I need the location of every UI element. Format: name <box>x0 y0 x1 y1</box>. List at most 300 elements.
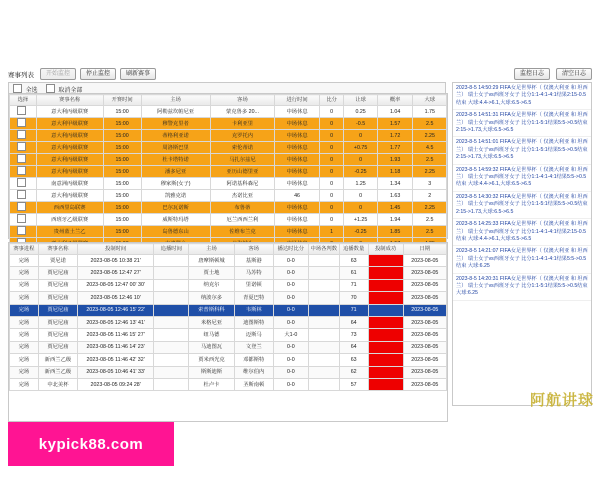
table-cell: 青夏巴特 <box>234 292 273 304</box>
row-checkbox[interactable] <box>17 178 26 187</box>
table-cell: 纳波尔多 <box>189 292 234 304</box>
table-cell: 邓都斯特 <box>234 354 273 366</box>
table-cell: 新西兰乙级 <box>38 354 77 366</box>
table-cell: 亚历山德里亚 <box>210 166 275 178</box>
table-cell: 0-0 <box>273 255 308 267</box>
table-cell <box>154 267 189 279</box>
table-cell: 中场休息 <box>275 214 320 226</box>
table-cell: 4.5 <box>413 142 447 154</box>
list-item[interactable]: 2023-8-5 14:25:33 FIFA女足世界杯（ 仅澳大利亚 和 坦西兰） 瑞士女子vs西班牙女子 比分1:1-4:1-4:1结果2:15-0.5结束 大球:4.4->6.1,大球:6.5->6.5 <box>453 219 591 246</box>
table-cell: 2023-08-05 09:24 28' <box>78 378 154 390</box>
table-row[interactable] <box>10 214 447 226</box>
table-cell: 意大利丙级联赛 <box>36 190 103 202</box>
status-badge <box>368 341 403 353</box>
row-checkbox[interactable] <box>17 154 26 163</box>
progress-table-wrap[interactable] <box>8 242 448 422</box>
status-badge <box>368 354 403 366</box>
table-cell: 2.25 <box>413 166 447 178</box>
row-checkbox-cell[interactable] <box>10 130 37 142</box>
table-cell: 贾尼尼庙 <box>38 316 77 328</box>
table-cell: 唐摩斯顿城 <box>189 255 234 267</box>
select-all-checkbox[interactable] <box>13 84 22 93</box>
progress-table <box>9 243 447 391</box>
table-cell: 0-0 <box>273 354 308 366</box>
table-cell: 15:00 <box>103 130 141 142</box>
table-cell: 71 <box>339 304 368 316</box>
table-cell: 15:00 <box>103 118 141 130</box>
table-cell: 1.04 <box>377 106 413 118</box>
row-checkbox-cell[interactable] <box>10 154 37 166</box>
match-list-table <box>9 94 447 250</box>
table-cell: 1.72 <box>377 130 413 142</box>
row-checkbox-cell[interactable] <box>10 166 37 178</box>
list-item[interactable]: 2023-8-5 14:59:32 FIFA女足世界杯（ 仅澳大利亚 和 坦西兰） 瑞士女子vs西班牙女子 比分1:1-4:1-4:1结果5:5->0.5结束 大球:4.4->6.1,大球:6.5->6.5 <box>453 165 591 192</box>
table-cell <box>154 366 189 378</box>
row-checkbox-cell[interactable] <box>10 178 37 190</box>
table-cell: 中场休息 <box>275 154 320 166</box>
table-cell: 2 <box>413 190 447 202</box>
table-cell: 46 <box>275 190 320 202</box>
table-cell: 70 <box>339 292 368 304</box>
table-cell: 0.25 <box>344 106 377 118</box>
table-cell: 圣斯南顿 <box>234 378 273 390</box>
table-row[interactable] <box>10 178 447 190</box>
column-header[interactable]: 赛事名称 <box>38 244 77 255</box>
list-item[interactable]: 2023-8-5 14:51:31 FIFA女足世界杯（ 仅澳大利亚 和 坦西兰） 瑞士女子vs西班牙女子 比分1:1-5:1结果5:5->0.5结束 2:15->1.73,大球:6.5->6.5 <box>453 110 591 137</box>
table-cell: 63 <box>339 255 368 267</box>
table-cell: 完场 <box>10 366 39 378</box>
table-row[interactable] <box>10 354 447 366</box>
status-badge <box>368 329 403 341</box>
table-cell: 2.5 <box>413 226 447 238</box>
clear-log-button[interactable]: 清空日志 <box>556 68 592 80</box>
table-cell: 阿诺基科森尼 <box>210 178 275 190</box>
column-header[interactable]: 进行时间 <box>275 95 320 106</box>
table-cell: 基斯港 <box>234 255 273 267</box>
table-cell: 2023-08-05 <box>403 378 446 390</box>
table-cell <box>308 292 339 304</box>
table-cell: 15:00 <box>103 106 141 118</box>
table-row[interactable] <box>10 329 447 341</box>
table-cell: 厄兰西西兰利 <box>210 214 275 226</box>
row-checkbox[interactable] <box>17 130 26 139</box>
table-cell: 0 <box>344 202 377 214</box>
table-row[interactable] <box>10 366 447 378</box>
table-cell: 1.18 <box>377 166 413 178</box>
status-badge <box>368 279 403 291</box>
table-cell: 贾米西光克 <box>189 354 234 366</box>
table-cell: 文登兰 <box>234 341 273 353</box>
table-row[interactable] <box>10 279 447 291</box>
table-cell: 大1-0 <box>273 329 308 341</box>
table-cell: 完场 <box>10 255 39 267</box>
column-header[interactable]: 客场 <box>210 95 275 106</box>
monitor-log-button[interactable]: 监控日志 <box>514 68 550 80</box>
table-cell <box>154 378 189 390</box>
table-cell: 2.25 <box>413 202 447 214</box>
table-cell <box>154 304 189 316</box>
match-list-header <box>10 95 447 106</box>
table-cell <box>308 354 339 366</box>
row-checkbox[interactable] <box>17 106 26 115</box>
table-cell: 2023-08-05 12:46 13' 41' <box>78 316 154 328</box>
row-checkbox[interactable] <box>17 190 26 199</box>
table-cell: 中场休息 <box>275 130 320 142</box>
column-header[interactable]: 追播数量 <box>339 244 368 255</box>
table-cell: 完场 <box>10 316 39 328</box>
stop-monitor-button[interactable]: 停止监控 <box>80 68 116 80</box>
row-checkbox-cell[interactable] <box>10 106 37 118</box>
table-cell: 2.25 <box>413 130 447 142</box>
table-cell: 0 <box>319 142 344 154</box>
table-cell: 潘多尼亚 <box>141 166 210 178</box>
table-cell: 贾尼尼庙 <box>38 279 77 291</box>
table-cell: 完场 <box>10 329 39 341</box>
table-cell: 蒙克鲁多 20... <box>210 106 275 118</box>
table-cell: 完场 <box>10 378 39 390</box>
table-cell: 贾尼诺 <box>38 255 77 267</box>
table-cell: 完场 <box>10 341 39 353</box>
column-header[interactable]: 开赛时间 <box>103 95 141 106</box>
table-cell: 0-0 <box>273 292 308 304</box>
refresh-matches-button[interactable]: 刷新赛事 <box>120 68 156 80</box>
table-cell: 意大利丙级联赛 <box>36 142 103 154</box>
table-cell: 索普斯科科 <box>189 304 234 316</box>
status-badge <box>368 378 403 390</box>
match-list-table-wrap[interactable] <box>8 93 448 239</box>
table-cell: 1.93 <box>377 154 413 166</box>
table-cell: 马迪图瓦 <box>189 341 234 353</box>
table-cell: 2023-08-05 10:46 41' 33' <box>78 366 154 378</box>
log-panel <box>452 82 592 420</box>
table-cell: 西西里岛联赛 <box>36 202 103 214</box>
table-cell: 穆家斯(女子) <box>141 178 210 190</box>
table-cell <box>154 255 189 267</box>
table-row[interactable] <box>10 154 447 166</box>
table-cell: 15:00 <box>103 178 141 190</box>
table-cell: +0.75 <box>344 142 377 154</box>
table-cell: 2.5 <box>413 154 447 166</box>
table-cell: 马扎尔兹尼 <box>210 154 275 166</box>
table-cell: 中场休息 <box>275 226 320 238</box>
table-cell <box>308 279 339 291</box>
table-cell: 岛鲁德东山 <box>141 226 210 238</box>
table-cell <box>154 316 189 328</box>
table-cell: 韦斯林 <box>234 304 273 316</box>
table-row[interactable] <box>10 226 447 238</box>
table-cell: 1.57 <box>377 118 413 130</box>
table-cell: 纳克尔 <box>189 279 234 291</box>
row-checkbox-cell[interactable] <box>10 142 37 154</box>
table-cell: 0 <box>344 154 377 166</box>
table-cell: 64 <box>339 341 368 353</box>
row-checkbox[interactable] <box>17 142 26 151</box>
table-cell: 0 <box>319 214 344 226</box>
table-cell: 1.75 <box>413 106 447 118</box>
table-cell <box>154 329 189 341</box>
table-cell: 2023-08-05 <box>403 354 446 366</box>
table-row[interactable] <box>10 292 447 304</box>
table-cell: 新西兰乙级 <box>38 366 77 378</box>
table-cell: 15:00 <box>103 226 141 238</box>
table-row[interactable] <box>10 304 447 316</box>
table-cell: 2023-08-05 <box>403 304 446 316</box>
deselect-all-checkbox[interactable] <box>46 84 55 93</box>
column-header[interactable]: 大球 <box>413 95 447 106</box>
table-cell: 2023-08-05 12:46 10' <box>78 292 154 304</box>
table-cell: 0 <box>319 130 344 142</box>
table-cell <box>308 316 339 328</box>
status-badge <box>368 267 403 279</box>
app-root <box>8 68 592 420</box>
column-header[interactable]: 赛事进程 <box>10 244 39 255</box>
table-cell: 中场休息 <box>275 142 320 154</box>
row-checkbox-cell[interactable] <box>10 190 37 202</box>
row-checkbox[interactable] <box>17 166 26 175</box>
column-header[interactable]: 日期 <box>403 244 446 255</box>
status-badge <box>368 292 403 304</box>
start-monitor-button[interactable]: 开始监控 <box>40 68 76 80</box>
table-cell: 0-0 <box>273 279 308 291</box>
table-cell: 0 <box>319 202 344 214</box>
table-cell: 1.77 <box>377 142 413 154</box>
status-badge <box>368 304 403 316</box>
progress-table-body <box>10 255 447 391</box>
table-cell: 2.5 <box>413 118 447 130</box>
table-cell: 0 <box>319 178 344 190</box>
column-header[interactable]: 中场各判数 <box>308 244 339 255</box>
table-cell: -0.25 <box>344 226 377 238</box>
table-cell: 意大利甲级联赛 <box>36 118 103 130</box>
table-cell: 中场休息 <box>275 166 320 178</box>
table-cell: 佐维布兰克 <box>210 226 275 238</box>
table-cell: 0 <box>319 166 344 178</box>
table-cell: 凯雅克诺 <box>141 190 210 202</box>
watermark-main: 阿航讲球 <box>529 392 594 409</box>
table-cell: 0-0 <box>273 304 308 316</box>
table-cell: 威斯特玛塔 <box>141 214 210 226</box>
column-header[interactable]: 赛事名称 <box>36 95 103 106</box>
table-cell: 贾尼尼庙 <box>38 329 77 341</box>
table-cell: 周洛斯巴里 <box>141 142 210 154</box>
table-cell: 15:00 <box>103 154 141 166</box>
table-row[interactable] <box>10 341 447 353</box>
table-cell: 阿勒兹坎帕尼亚 <box>141 106 210 118</box>
table-cell: 1.34 <box>377 178 413 190</box>
status-badge <box>368 366 403 378</box>
table-cell: 2023-08-05 11:46 42' 32' <box>78 354 154 366</box>
table-cell: 贾士地 <box>189 267 234 279</box>
table-cell: -0.25 <box>344 166 377 178</box>
list-item[interactable]: 2023-8-5 14:30:32 FIFA女足世界杯（ 仅澳大利亚 和 坦西兰） 瑞士女子vs西班牙女子 比分1:1-5:1结果5:5->0.5结束 2:15->1.73,大球:6.5->6.5 <box>453 192 591 219</box>
table-cell: 中北美杯 <box>38 378 77 390</box>
table-cell: 2023-08-05 <box>403 292 446 304</box>
table-cell: 1 <box>319 226 344 238</box>
table-cell <box>154 354 189 366</box>
table-cell: 0-0 <box>273 366 308 378</box>
table-cell: 贵州蓝土兰乙 <box>36 226 103 238</box>
row-checkbox-cell[interactable] <box>10 118 37 130</box>
table-cell: 维尔伯内 <box>234 366 273 378</box>
table-cell: 马苏特 <box>234 267 273 279</box>
table-cell: 意大利丙级联赛 <box>36 130 103 142</box>
table-row[interactable] <box>10 130 447 142</box>
column-header[interactable]: 主场 <box>189 244 234 255</box>
table-cell: 2023-08-05 11:46 15' 27' <box>78 329 154 341</box>
table-cell: 0-0 <box>273 267 308 279</box>
table-cell: 克罗托内 <box>210 130 275 142</box>
table-cell: 米格尼亚 <box>189 316 234 328</box>
table-cell: 2023-08-05 12:47 27' <box>78 267 154 279</box>
select-all-control[interactable] <box>13 84 38 94</box>
table-cell: 2023-08-05 12:47 00' 30' <box>78 279 154 291</box>
table-cell: 0 <box>344 130 377 142</box>
table-cell <box>308 255 339 267</box>
table-cell: 2023-08-05 <box>403 279 446 291</box>
table-cell: 71 <box>339 279 368 291</box>
table-row[interactable] <box>10 316 447 328</box>
row-checkbox-cell[interactable] <box>10 226 37 238</box>
row-checkbox[interactable] <box>17 214 26 223</box>
table-cell: 2023-08-05 12:46 15' 22' <box>78 304 154 316</box>
table-cell: 2023-08-05 <box>403 366 446 378</box>
list-item[interactable]: 2023-8-5 14:51:01 FIFA女足世界杯（ 仅澳大利亚 和 坦西兰） 瑞士女子vs西班牙女子 比分1:1-5:1结果5:5->0.5结束 2:15->1.73,大球:6.5->6.5 <box>453 137 591 164</box>
table-cell: 布鲁蒂 <box>210 202 275 214</box>
table-cell: 15:00 <box>103 214 141 226</box>
table-cell: 15:00 <box>103 190 141 202</box>
table-row[interactable] <box>10 190 447 202</box>
table-cell: 完场 <box>10 267 39 279</box>
table-cell: 1.45 <box>377 202 413 214</box>
table-cell: 斯斯迪斯 <box>189 366 234 378</box>
table-cell: 15:00 <box>103 142 141 154</box>
deselect-all-control[interactable] <box>46 84 83 94</box>
status-badge <box>368 316 403 328</box>
table-cell: 3 <box>413 178 447 190</box>
table-cell: 15:00 <box>103 166 141 178</box>
table-row[interactable] <box>10 255 447 267</box>
table-cell: 1.25 <box>344 178 377 190</box>
table-cell: 57 <box>339 378 368 390</box>
table-cell <box>308 341 339 353</box>
column-header[interactable]: 投制成功 <box>368 244 403 255</box>
table-cell <box>308 304 339 316</box>
table-cell: 中场休息 <box>275 118 320 130</box>
column-header[interactable]: 选择 <box>10 95 37 106</box>
table-row[interactable] <box>10 166 447 178</box>
table-cell: 73 <box>339 329 368 341</box>
page-title: 赛事列表 <box>8 71 34 79</box>
list-item[interactable]: 2023-8-5 14:21:07 FIFA女足世界杯（ 仅澳大利亚 和 坦西兰） 瑞士女子vs西班牙女子 比分1:1-4:1-4:1结果5:5->0.5结束 大球:6.25 <box>453 246 591 273</box>
table-row[interactable] <box>10 202 447 214</box>
column-header[interactable]: 主场 <box>141 95 210 106</box>
table-cell: 0 <box>344 190 377 202</box>
table-cell: 2023-08-05 <box>403 329 446 341</box>
deselect-all-label: 取消全部 <box>58 87 83 94</box>
table-cell: 贾尼尼庙 <box>38 267 77 279</box>
table-cell: 杜卢卡 <box>189 378 234 390</box>
column-header[interactable]: 追播时间 <box>154 244 189 255</box>
table-cell: +1.25 <box>344 214 377 226</box>
table-cell: 杜卡塔特诺 <box>141 154 210 166</box>
table-cell: 0 <box>319 190 344 202</box>
table-row[interactable] <box>10 267 447 279</box>
match-list-body <box>10 106 447 250</box>
column-header[interactable]: 让球 <box>344 95 377 106</box>
table-cell: 0 <box>319 118 344 130</box>
table-cell: 0-0 <box>273 316 308 328</box>
row-checkbox[interactable] <box>17 118 26 127</box>
table-cell <box>154 279 189 291</box>
table-cell: 0-0 <box>273 378 308 390</box>
table-cell: 巴尔瓦诺斯 <box>141 202 210 214</box>
table-cell: 0 <box>319 154 344 166</box>
table-cell: 杰诺比亚 <box>210 190 275 202</box>
table-cell: 迈斯马 <box>234 329 273 341</box>
table-cell: 完场 <box>10 304 39 316</box>
table-row[interactable] <box>10 378 447 390</box>
table-cell: 15:00 <box>103 202 141 214</box>
table-cell: 2023-08-05 <box>403 255 446 267</box>
column-header[interactable]: 客场 <box>234 244 273 255</box>
row-checkbox-cell[interactable] <box>10 214 37 226</box>
table-cell: 里诺顿 <box>234 279 273 291</box>
table-cell: 1.63 <box>377 190 413 202</box>
table-cell: 64 <box>339 316 368 328</box>
list-item[interactable]: 2023-8-5 14:50:29 FIFA女足世界杯（ 仅澳大利亚 和 坦西兰） 瑞士女子vs西班牙女子 比分1:1-4:1-4:1结果2:15-0.5结束 大球:4.4->6.1,大球:6.5->6.5 <box>453 83 591 110</box>
row-checkbox[interactable] <box>17 202 26 211</box>
table-cell: 2.5 <box>413 214 447 226</box>
table-cell: 索伦蒂诺 <box>210 142 275 154</box>
row-checkbox[interactable] <box>17 226 26 235</box>
column-header[interactable]: 比分 <box>319 95 344 106</box>
progress-table-header <box>10 244 447 255</box>
table-cell: 贾尼尼庙 <box>38 341 77 353</box>
select-all-label: 全选 <box>25 87 38 94</box>
table-cell: 西班牙乙级联赛 <box>36 214 103 226</box>
left-panel <box>8 82 446 420</box>
column-header[interactable]: 概率 <box>377 95 413 106</box>
toolbar <box>8 68 592 80</box>
column-header[interactable]: 播达时比分 <box>273 244 308 255</box>
list-item[interactable]: 2023-8-5 14:20:31 FIFA女足世界杯（ 仅澳大利亚 和 坦西兰） 瑞士女子vs西班牙女子 比分1:1-5:1结果5:5->0.5结束 大球:6.25 <box>453 274 591 301</box>
table-cell: 完场 <box>10 354 39 366</box>
table-cell: 61 <box>339 267 368 279</box>
table-cell: 2023-08-05 10:38 21' <box>78 255 154 267</box>
table-row[interactable] <box>10 142 447 154</box>
column-header[interactable]: 投制时间 <box>78 244 154 255</box>
table-cell: 2023-08-05 <box>403 341 446 353</box>
log-list[interactable] <box>452 82 592 406</box>
table-cell: 2023-08-05 <box>403 316 446 328</box>
table-cell <box>154 292 189 304</box>
table-cell: 1.94 <box>377 214 413 226</box>
table-row[interactable] <box>10 106 447 118</box>
watermark-site: kypick88.com <box>8 422 174 466</box>
content-area <box>8 82 592 420</box>
table-cell: 迪图斯特 <box>234 316 273 328</box>
row-checkbox-cell[interactable] <box>10 202 37 214</box>
log-toolbar <box>514 68 592 80</box>
table-cell: 意大利丙级联赛 <box>36 106 103 118</box>
table-cell: 中场休息 <box>275 202 320 214</box>
table-cell: 南意洲丙级联赛 <box>36 178 103 190</box>
table-cell <box>154 341 189 353</box>
table-cell: 62 <box>339 366 368 378</box>
table-cell: 1.85 <box>377 226 413 238</box>
table-row[interactable] <box>10 118 447 130</box>
table-cell: -0.5 <box>344 118 377 130</box>
